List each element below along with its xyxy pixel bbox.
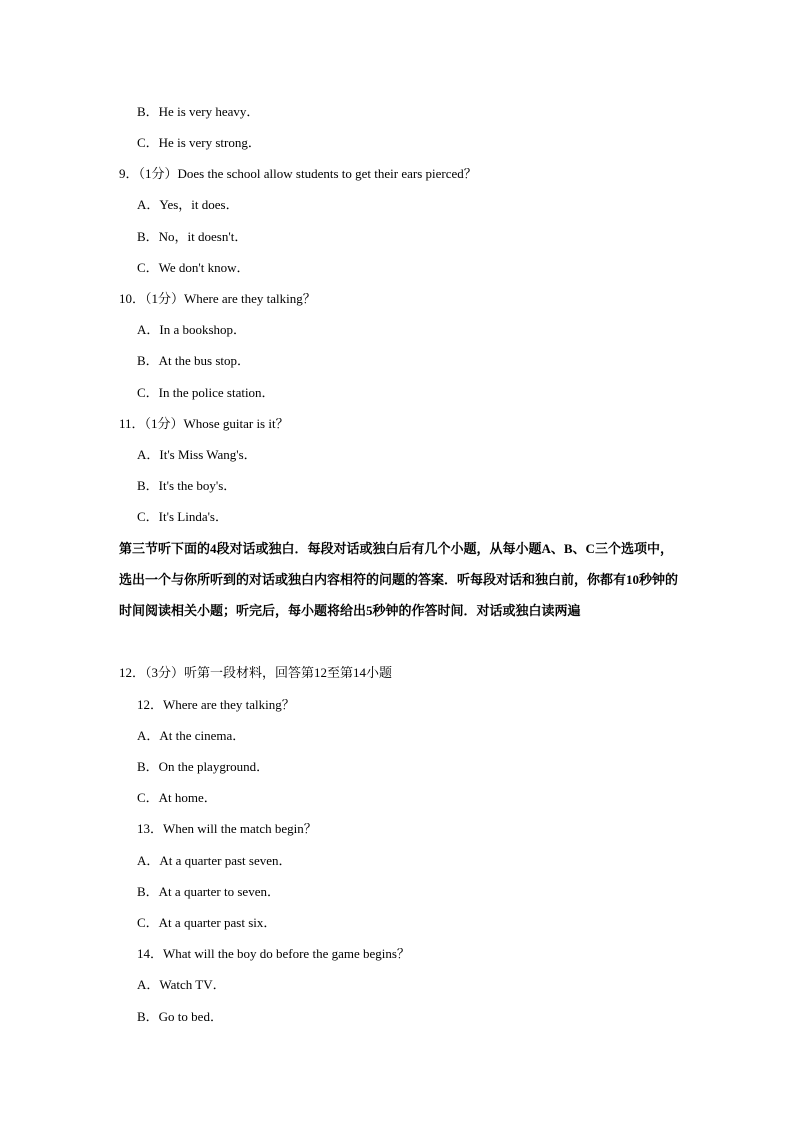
q13-option-c: C．At a quarter past six． bbox=[137, 915, 277, 930]
question-9: 9．（1分）Does the school allow students to get their ears pierced？ bbox=[119, 166, 477, 181]
q12-option-c: C．At home． bbox=[137, 790, 217, 805]
q14-option-a: A．Watch TV． bbox=[137, 977, 226, 992]
question-14: 14．What will the boy do before the game begins？ bbox=[137, 946, 410, 961]
q12-option-b: B．On the playground． bbox=[137, 759, 270, 774]
q11-option-b: B．It's the boy's． bbox=[137, 478, 237, 493]
section-3-instructions: 第三节听下面的4段对话或独白．每段对话或独白后有几个小题，从每小题A、B、C三个选项中，选出一个与你所听到的对话或独白内容相符的问题的答案．听每段对话和独白前，你都有10秒钟的时间阅读相关小题；听完后，每小题将给出5秒钟的作答时间．对话或独白读两遍 bbox=[119, 541, 679, 618]
q10-option-a: A．In a bookshop． bbox=[137, 322, 247, 337]
q11-option-a: A．It's Miss Wang's． bbox=[137, 447, 257, 462]
q9-option-b: B．No，it doesn't． bbox=[137, 229, 248, 244]
question-13: 13．When will the match begin？ bbox=[137, 821, 317, 836]
q14-option-b: B．Go to bed． bbox=[137, 1009, 223, 1024]
q13-option-a: A．At a quarter past seven． bbox=[137, 853, 292, 868]
q11-option-c: C．It's Linda's． bbox=[137, 509, 228, 524]
q9-option-a: A．Yes，it does． bbox=[137, 197, 239, 212]
q13-option-b: B．At a quarter to seven． bbox=[137, 884, 280, 899]
question-11: 11．（1分）Whose guitar is it？ bbox=[119, 416, 289, 431]
q8-option-c: C．He is very strong． bbox=[137, 135, 261, 150]
q9-option-c: C．We don't know． bbox=[137, 260, 250, 275]
q10-option-b: B．At the bus stop． bbox=[137, 353, 251, 368]
q10-option-c: C．In the police station． bbox=[137, 385, 275, 400]
question-12-group: 12．（3分）听第一段材料，回答第12至第14小题 bbox=[119, 665, 393, 680]
question-12: 12．Where are they talking？ bbox=[137, 697, 295, 712]
q12-option-a: A．At the cinema． bbox=[137, 728, 246, 743]
question-10: 10．（1分）Where are they talking？ bbox=[119, 291, 316, 306]
q8-option-b: B．He is very heavy． bbox=[137, 104, 260, 119]
